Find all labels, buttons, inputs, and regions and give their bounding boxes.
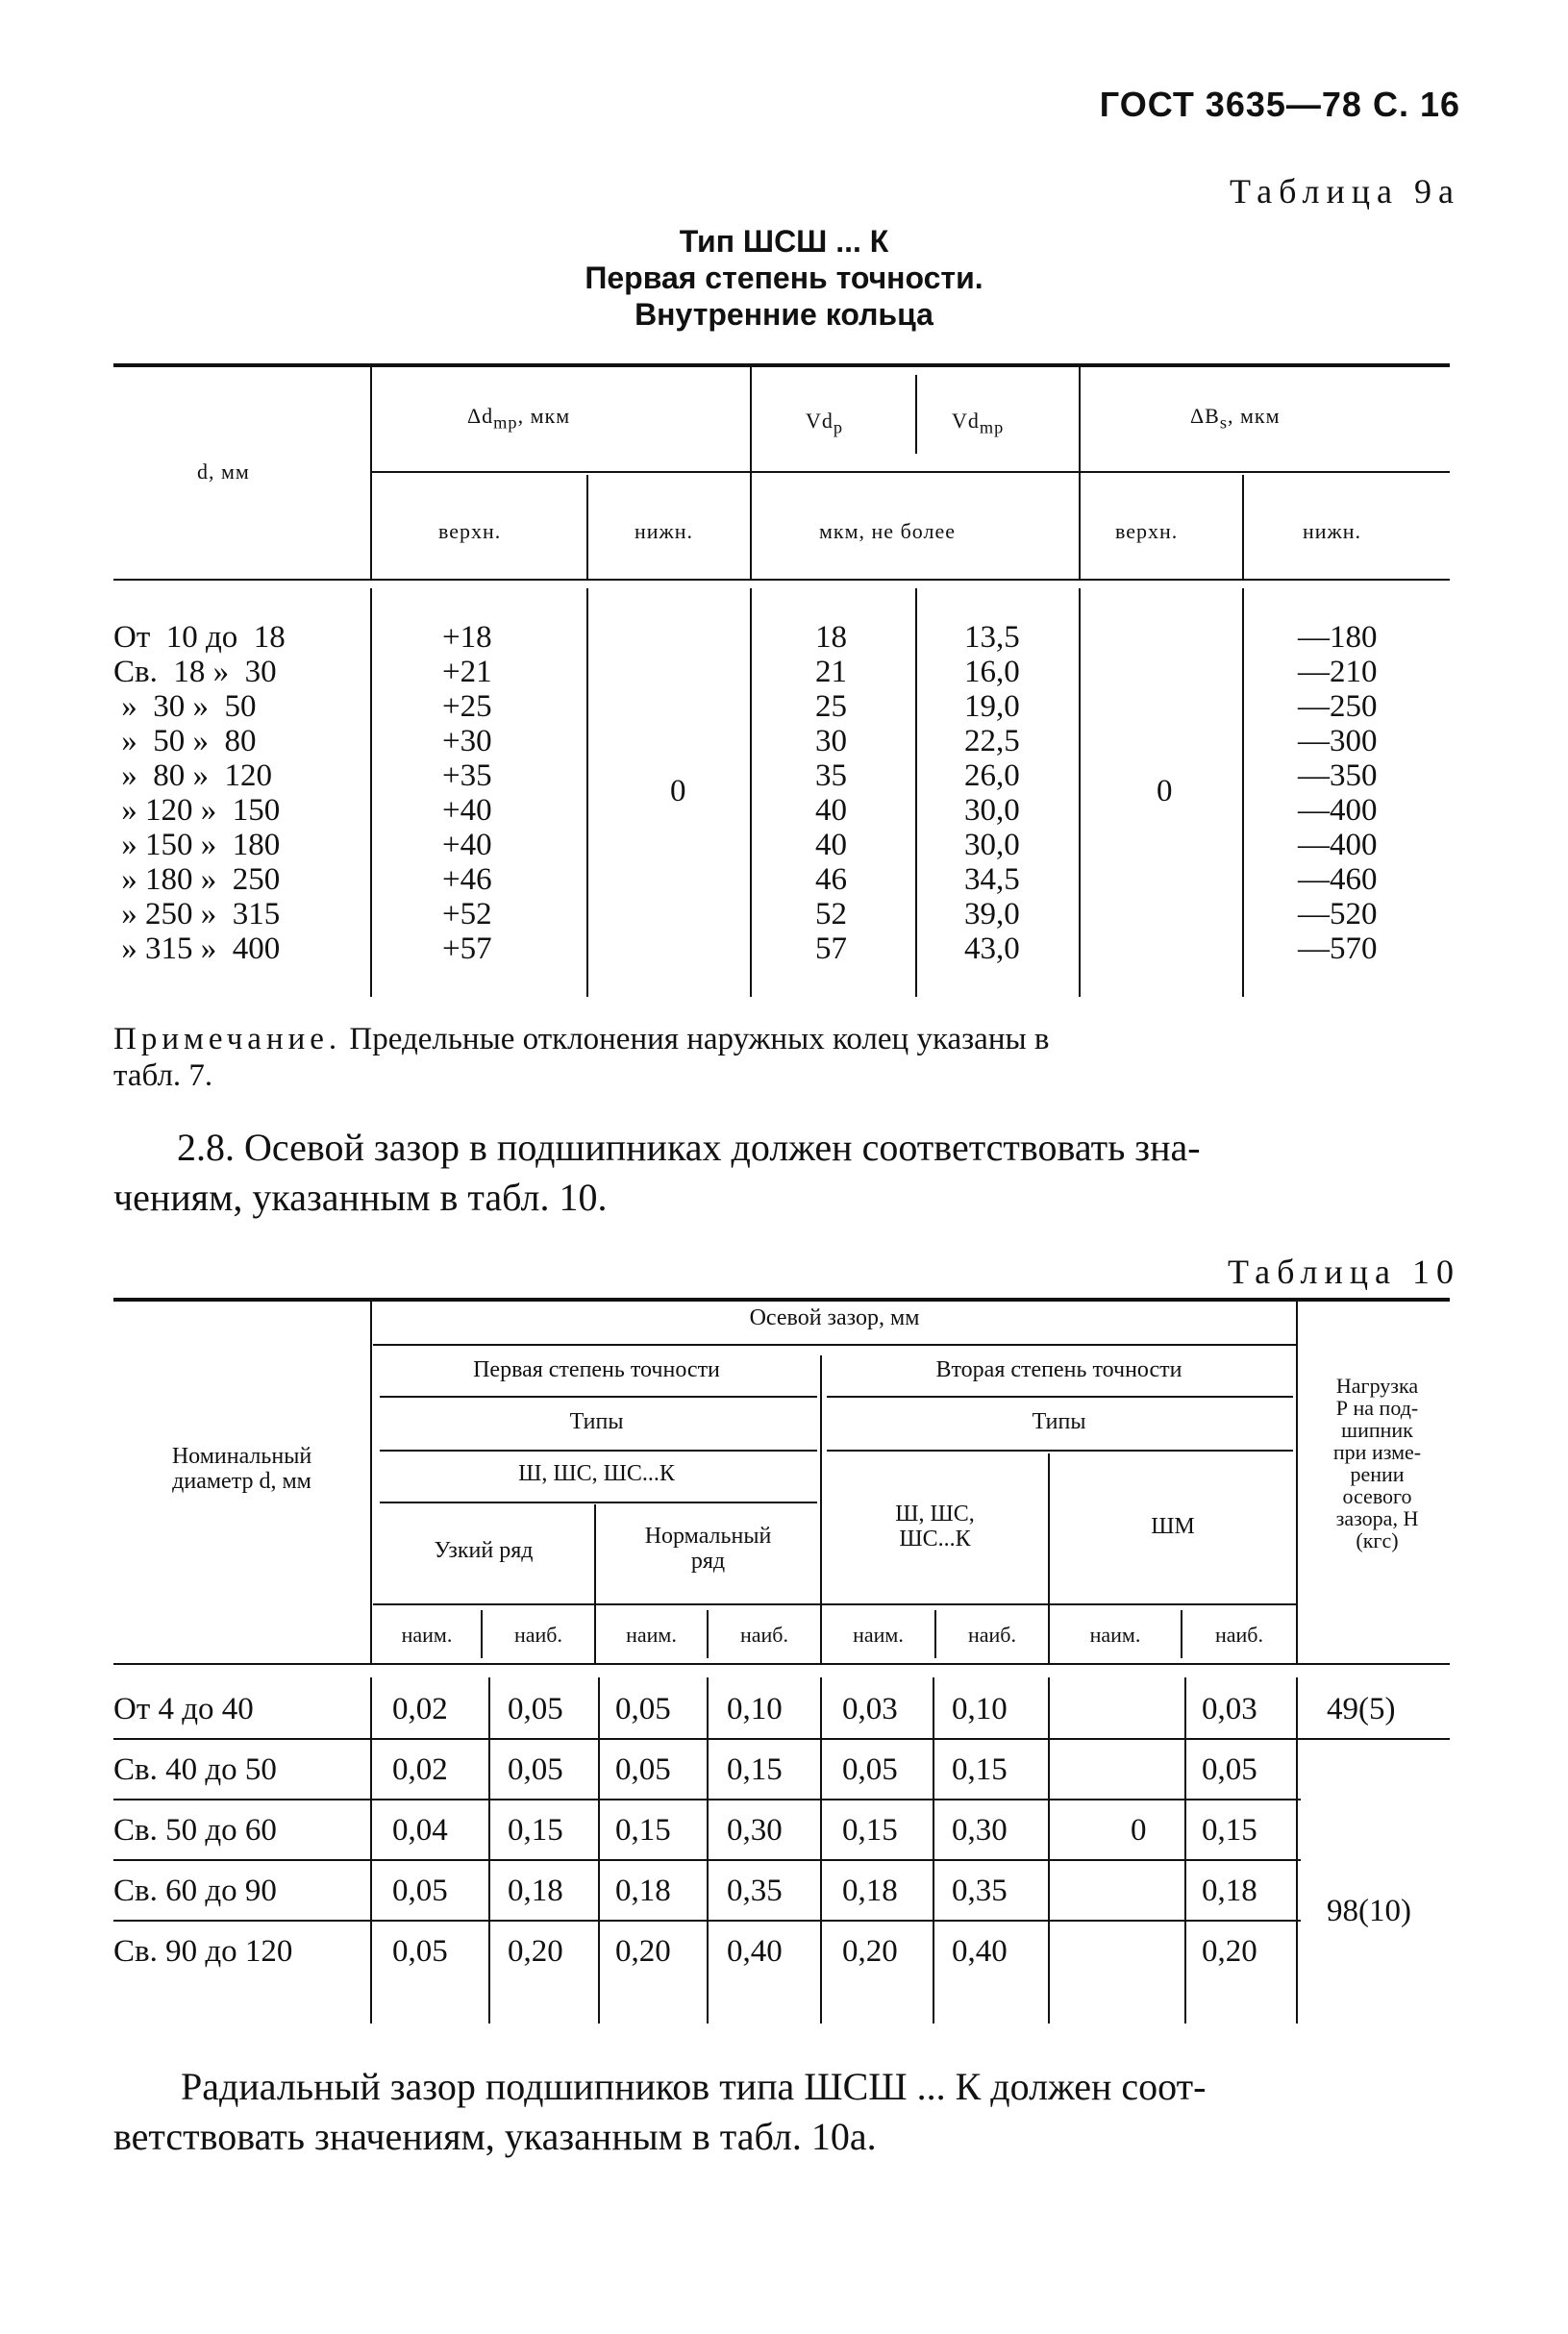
cell: 0,02	[392, 1692, 448, 1726]
cell: 0,20	[1202, 1934, 1257, 1969]
tb1	[370, 1677, 372, 2024]
cell: 0,15	[842, 1813, 898, 1848]
h-sh2-1: Ш, ШС,	[895, 1502, 975, 1527]
tb3	[598, 1677, 600, 2024]
min-3: наим.	[853, 1623, 904, 1647]
cell: 0,35	[952, 1874, 1008, 1908]
h-shm: ШМ	[1151, 1514, 1195, 1539]
h3	[827, 1396, 1293, 1398]
t9a-ddmp-lower: 0	[670, 774, 686, 808]
paragraph-end	[113, 2062, 1459, 2162]
cell: 0,15	[727, 1752, 783, 1787]
cell: 0,05	[392, 1934, 448, 1969]
ddmp-sub: mp	[493, 412, 518, 433]
h-normal	[596, 1524, 820, 1574]
cell: 0,40	[727, 1934, 783, 1969]
r3	[113, 1859, 1301, 1861]
tb5	[820, 1677, 822, 2024]
dbs-unit: , мкм	[1227, 404, 1281, 428]
title-line-3: Внутренние кольца	[635, 297, 933, 332]
note-line-2: табл. 7.	[113, 1058, 213, 1093]
max-1: наиб.	[513, 1623, 562, 1647]
r1	[113, 1738, 1450, 1740]
cell: 0,02	[392, 1752, 448, 1787]
ddmp-symbol: Δd	[467, 404, 494, 428]
cell: 0,35	[727, 1874, 783, 1908]
col-vdmp-header	[952, 409, 1004, 437]
min-2: наим.	[626, 1623, 677, 1647]
note-line-1	[113, 1021, 1459, 1057]
title-line-1: Тип ШСШ ... К	[679, 224, 889, 259]
v12	[1242, 588, 1244, 997]
cell: 0,15	[952, 1752, 1008, 1787]
v8	[586, 588, 588, 997]
v9	[750, 588, 752, 997]
h-load	[1298, 1375, 1456, 1552]
paragraph-2-8	[113, 1123, 1459, 1223]
t9a-d-column: От 10 до 18 Св. 18 » 30 » 30 » 50 » 50 » 80 » 80 » 120 » 120 » 150 » 150 » 180 » 180 » 250 » 250 » 315 » 315 » 400	[113, 620, 286, 966]
cell: 0,15	[1202, 1813, 1257, 1848]
cell: 0,05	[615, 1692, 671, 1726]
max-3: наиб.	[967, 1623, 1016, 1647]
note-label: Примечание.	[113, 1022, 342, 1056]
dbs-symbol: ΔB	[1190, 404, 1220, 428]
cell: 0,05	[842, 1752, 898, 1787]
v11	[1079, 588, 1081, 997]
t9a-dbs-lower: —180 —210 —250 —300 —350 —400 —400 —460 —520 —570	[1298, 620, 1378, 966]
table-9a-label: Таблица 9а	[1230, 172, 1460, 211]
t9a-vdp: 18 21 25 30 35 40 40 46 52 57	[815, 620, 847, 966]
tb6	[933, 1677, 934, 2024]
r2	[113, 1799, 1301, 1800]
v4	[1079, 367, 1081, 579]
h-axial: Осевой зазор, мм	[749, 1305, 920, 1330]
note-body	[113, 1021, 1049, 1057]
row-d: От 4 до 40	[113, 1692, 254, 1726]
sub-mkm: мкм, не более	[819, 519, 956, 543]
tb8	[1184, 1677, 1186, 2024]
cell: 0,15	[615, 1813, 671, 1848]
v3	[915, 375, 917, 454]
load-value-1: 49(5)	[1327, 1692, 1396, 1726]
cell: 0,15	[508, 1813, 563, 1848]
cell: 0,05	[508, 1752, 563, 1787]
load-1: Нагрузка	[1335, 1374, 1419, 1398]
row-d: Св. 40 до 50	[113, 1752, 277, 1787]
h5	[827, 1450, 1293, 1452]
h4	[380, 1450, 817, 1452]
tv1	[370, 1302, 372, 1663]
cell: 0,30	[952, 1813, 1008, 1848]
v1	[370, 367, 372, 579]
load-7: зазора, Н	[1335, 1506, 1419, 1530]
cell: 0,05	[615, 1752, 671, 1787]
cell: 0,05	[1202, 1752, 1257, 1787]
cell: 0,20	[842, 1934, 898, 1969]
tb7	[1048, 1677, 1050, 2024]
tb9	[1296, 1677, 1298, 2024]
cell: 0,20	[615, 1934, 671, 1969]
cell: 0,30	[727, 1813, 783, 1848]
para-2-8-line-2: чениям, указанным в табл. 10.	[113, 1176, 608, 1219]
v5	[586, 475, 588, 579]
ddmp-unit: , мкм	[517, 404, 571, 428]
h-nom-2: диаметр d, мм	[172, 1469, 311, 1494]
cell: 0,18	[842, 1874, 898, 1908]
min-1: наим.	[401, 1623, 453, 1647]
cell: 0,20	[508, 1934, 563, 1969]
title-line-2: Первая степень точности.	[585, 261, 983, 295]
dbs-sub: s	[1219, 412, 1228, 433]
load-5: рении	[1350, 1462, 1405, 1486]
h-nom-1: Номинальный	[171, 1444, 312, 1469]
sub-lower-2: нижн.	[1303, 519, 1362, 543]
tb2	[488, 1677, 490, 2024]
min-4: наим.	[1089, 1623, 1141, 1647]
vdp-sub: p	[833, 417, 844, 437]
h-first: Первая степень точности	[473, 1357, 720, 1382]
load-8: (кгс)	[1356, 1528, 1399, 1552]
shm-min: 0	[1131, 1813, 1147, 1848]
h-sh2-2: ШС...К	[899, 1527, 971, 1552]
v6	[1242, 475, 1244, 579]
row-d: Св. 50 до 60	[113, 1813, 277, 1848]
cell: 0,03	[842, 1692, 898, 1726]
h1	[373, 1344, 1296, 1346]
h6	[380, 1502, 817, 1503]
sub-lower-1: нижн.	[635, 519, 694, 543]
sub-upper-2: верхн.	[1115, 519, 1179, 543]
cell: 0,18	[1202, 1874, 1257, 1908]
h2	[380, 1396, 817, 1398]
cell: 0,05	[508, 1692, 563, 1726]
r4	[113, 1920, 1301, 1922]
table-10-label: Таблица 10	[1228, 1253, 1460, 1291]
h-sh2	[822, 1502, 1048, 1552]
t9a-top-rule	[113, 363, 1450, 367]
vdp-symbol: Vd	[806, 409, 834, 433]
h7	[373, 1603, 1296, 1605]
note-text: Предельные отклонения наружных колец указаны в	[341, 1022, 1050, 1056]
row-d: Св. 60 до 90	[113, 1874, 277, 1908]
sub-upper-1: верхн.	[438, 519, 502, 543]
t9a-ddmp-upper: +18 +21 +25 +30 +35 +40 +40 +46 +52 +57	[442, 620, 492, 966]
max-4: наиб.	[1214, 1623, 1263, 1647]
col-vdp-header	[806, 409, 843, 437]
h-nominal	[113, 1444, 370, 1494]
vdmp-symbol: Vd	[952, 409, 980, 433]
t10-header-rule	[113, 1663, 1450, 1665]
para-end-line-2: ветствовать значениям, указанным в табл. 10а.	[113, 2115, 877, 2158]
col-d-header: d, мм	[197, 459, 250, 484]
load-6: осевого	[1342, 1484, 1412, 1508]
load-3: шипник	[1341, 1418, 1413, 1442]
v2	[750, 367, 752, 579]
cell: 0,40	[952, 1934, 1008, 1969]
v7	[370, 588, 372, 997]
load-value-2: 98(10)	[1327, 1894, 1411, 1928]
table-9a-title	[0, 223, 1568, 333]
h-narrow: Узкий ряд	[434, 1538, 534, 1563]
tb4	[707, 1677, 709, 2024]
load-2: Р на под-	[1335, 1396, 1419, 1420]
h-types-1: Типы	[569, 1409, 624, 1434]
vdmp-sub: mp	[979, 417, 1005, 437]
cell: 0,03	[1202, 1692, 1257, 1726]
v10	[915, 588, 917, 997]
col-dbs-header	[1190, 404, 1281, 433]
t9a-dbs-upper: 0	[1157, 774, 1173, 808]
h-second: Вторая степень точности	[935, 1357, 1182, 1382]
cell: 0,18	[615, 1874, 671, 1908]
max-2: наиб.	[739, 1623, 788, 1647]
col-ddmp-header	[467, 404, 570, 433]
t9a-header-rule	[113, 579, 1450, 581]
load-4: при изме-	[1332, 1440, 1422, 1464]
t10-top-rule	[113, 1298, 1450, 1302]
page-reference: ГОСТ 3635—78 С. 16	[1099, 85, 1460, 124]
cell: 0,05	[392, 1874, 448, 1908]
cell: 0,04	[392, 1813, 448, 1848]
cell: 0,10	[727, 1692, 783, 1726]
t9a-vdmp: 13,5 16,0 19,0 22,5 26,0 30,0 30,0 34,5 39,0 43,0	[964, 620, 1020, 966]
para-2-8-line-1: 2.8. Осевой зазор в подшипниках должен соответствовать зна-	[177, 1126, 1201, 1169]
h-normal-2: ряд	[690, 1549, 726, 1574]
h-types-2: Типы	[1032, 1409, 1086, 1434]
t9a-mid-rule	[370, 471, 1450, 473]
h-sh: Ш, ШС, ШС...К	[518, 1461, 675, 1486]
note	[113, 1021, 1459, 1094]
para-end-line-1: Радиальный зазор подшипников типа ШСШ ... К должен соот-	[181, 2065, 1207, 2108]
cell: 0,18	[508, 1874, 563, 1908]
row-d: Св. 90 до 120	[113, 1934, 293, 1969]
cell: 0,10	[952, 1692, 1008, 1726]
h-normal-1: Нормальный	[644, 1524, 772, 1549]
